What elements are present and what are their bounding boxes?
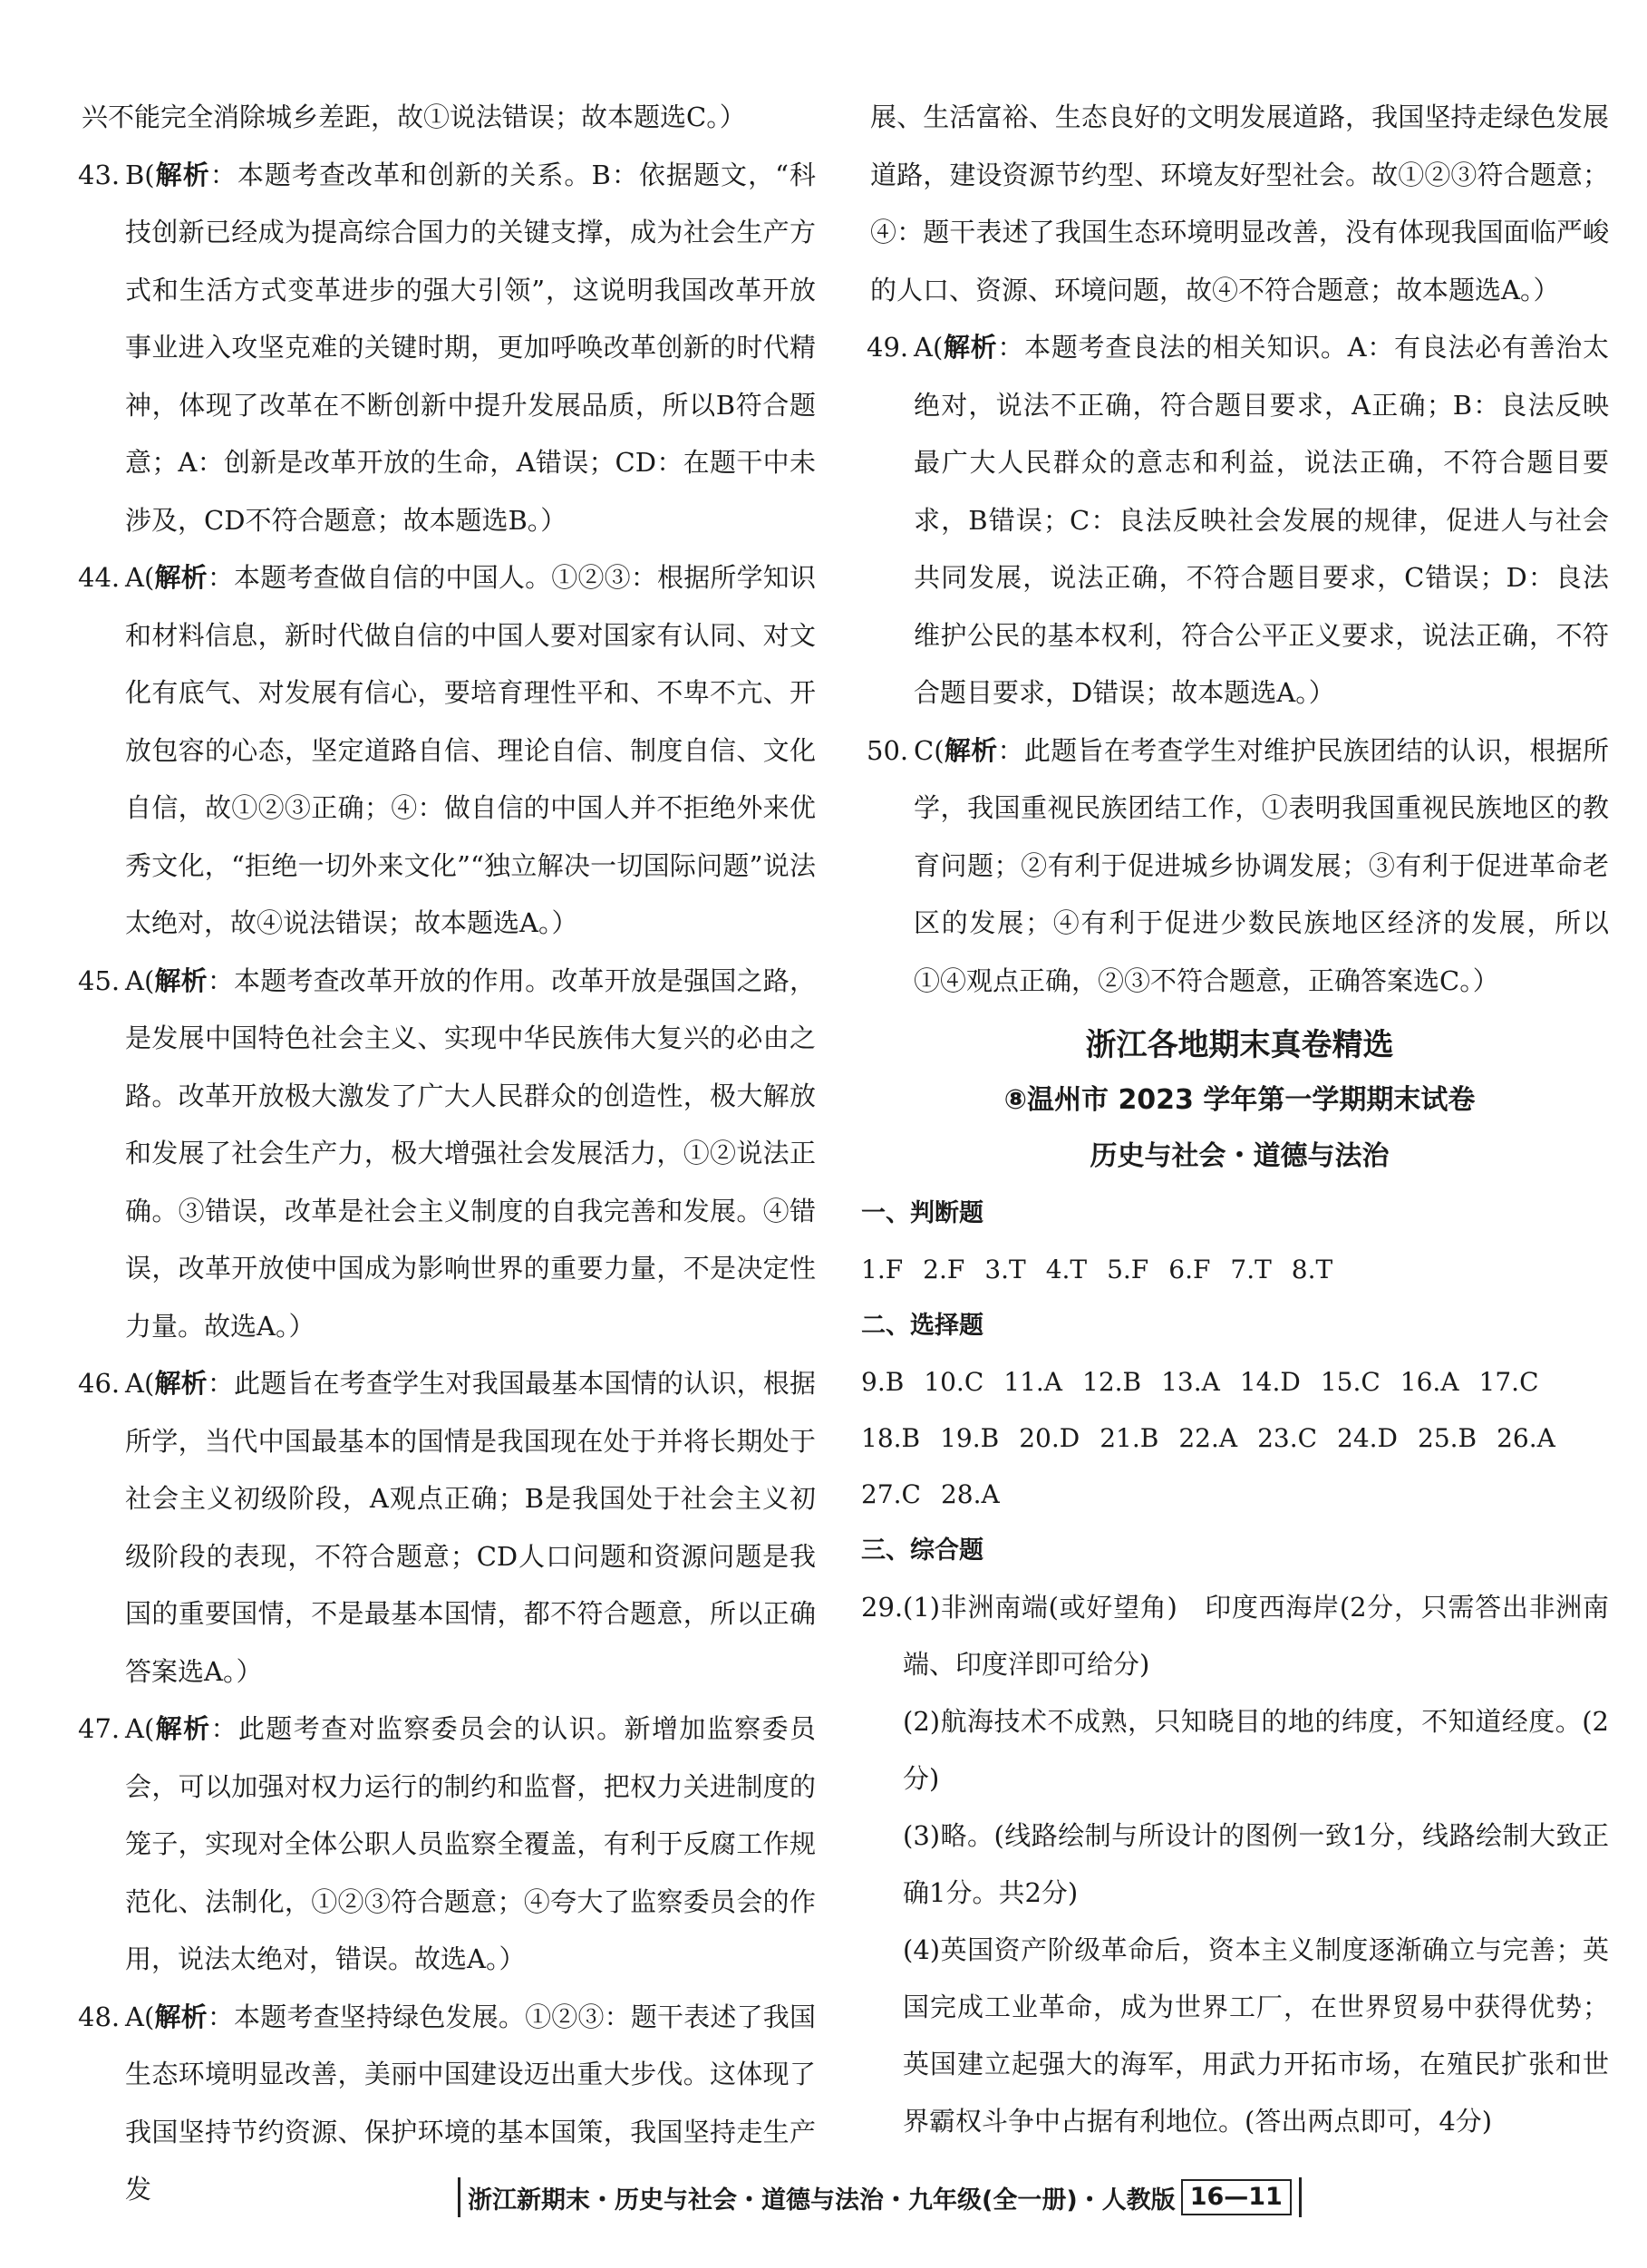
continued-text: 展、生活富裕、生态良好的文明发展道路，我国坚持走绿色发展道路，建设资源节约型、环境友好型社会。故①②③符合题意；④：题干表述了我国生态环境明显改善，没有体现我国面临严峻的人口、资源、环境问题，故④不符合题意；故本题选A。） (870, 102, 1609, 305)
answer-item-43 (78, 147, 816, 550)
answer: 2.F (923, 1255, 965, 1284)
judgment-answers (861, 1242, 1609, 1298)
answer: 5.F (1107, 1255, 1149, 1284)
item-answer: A( (125, 1368, 155, 1399)
analysis-text: ：此题旨在考查学生对我国最基本国情的认识，根据所学，当代中国最基本的国情是我国现在处于并将长期处于社会主义初级阶段，A观点正确；B是我国处于社会主义初级阶段的表现，不符合题意；CD人口问题和资源问题是我国的重要国情，不是最基本国情，都不符合题意，所以正确答案选A。） (125, 1368, 816, 1687)
answer: 20.D (1019, 1423, 1080, 1453)
answer: 23.C (1257, 1423, 1318, 1453)
item-answer: A( (125, 964, 155, 996)
page-number: 16—11 (1181, 2179, 1292, 2215)
analysis-label: 解析 (154, 1368, 208, 1399)
answer-item-45 (78, 953, 816, 1356)
question-29-part-3: (3)略。(线路绘制与所设计的图例一致1分，线路绘制大致正确1分。共2分) (903, 1820, 1609, 1908)
answer: 6.F (1168, 1255, 1211, 1284)
analysis-label: 解析 (944, 734, 998, 766)
answer: 11.A (1003, 1367, 1062, 1397)
answer-item-49 (867, 319, 1609, 722)
page-footer (458, 2177, 1302, 2217)
question-29-part-1 (861, 1579, 1609, 1693)
answer: 26.A (1497, 1423, 1555, 1453)
analysis-text: ：本题考查改革开放的作用。改革开放是强国之路，是发展中国特色社会主义、实现中华民族伟大复兴的必由之路。改革开放极大激发了广大人民群众的创造性，极大解放和发展了社会生产力，极大增强社会发展活力，①②说法正确。③错误，改革是社会主义制度的自我完善和发展。④错误，改革开放使中国成为影响世界的重要力量，不是决定性力量。故选A。） (125, 964, 816, 1342)
right-column (861, 89, 1609, 2150)
continued-text: 兴不能完全消除城乡差距，故①说法错误；故本题选C。） (82, 102, 746, 132)
answer-item-47 (78, 1701, 816, 1989)
item-number: 49. (867, 332, 909, 363)
item-number: 29. (861, 1592, 904, 1623)
analysis-label: 解析 (154, 2001, 208, 2032)
answer: 7.T (1230, 1255, 1272, 1284)
analysis-label: 解析 (943, 332, 998, 363)
answer-item-46 (78, 1355, 816, 1701)
choice-answers-row (861, 1410, 1609, 1467)
analysis-label: 解析 (154, 159, 210, 190)
analysis-label: 解析 (154, 964, 208, 996)
answer: 22.A (1178, 1423, 1238, 1453)
answer: 12.B (1082, 1367, 1142, 1397)
item-number: 47. (78, 1713, 121, 1744)
answer: 1.F (861, 1255, 904, 1284)
answer: 4.T (1045, 1255, 1088, 1284)
answer: 27.C (861, 1479, 921, 1509)
analysis-label: 解析 (154, 562, 208, 593)
analysis-text: ：此题旨在考查学生对维护民族团结的认识，根据所学，我国重视民族团结工作，①表明我国重视民族地区的教育问题；②有利于促进城乡协调发展；③有利于促进革命老区的发展；④有利于促进少数民族地区经济的发展，所以①④观点正确，②③不符合题意，正确答案选C。） (914, 734, 1609, 996)
answer: 25.B (1418, 1423, 1477, 1453)
choice-answers-row (861, 1467, 1609, 1523)
left-column (78, 89, 816, 2219)
answer: 17.C (1478, 1367, 1539, 1397)
question-29-part-2: (2)航海技术不成熟，只知晓目的地的纬度，不知道经度。(2分) (903, 1706, 1609, 1794)
analysis-text: ：本题考查做自信的中国人。①②③：根据所学知识和材料信息，新时代做自信的中国人要对国家有认同、对文化有底气、对发展有信心，要培育理性平和、不卑不亢、开放包容的心态，坚定道路自信、理论自信、制度自信、文化自信，故①②③正确；④：做自信的中国人并不拒绝外来优秀文化，“拒绝一切外来文化”“独立解决一切国际问题”说法太绝对，故④说法错误；故本题选A。） (125, 562, 816, 938)
item-number: 43. (78, 159, 121, 190)
item-answer: B( (125, 159, 155, 190)
answer: 14.D (1239, 1367, 1301, 1397)
item-answer: A( (125, 562, 155, 593)
question-29-part-4: (4)英国资产阶级革命后，资本主义制度逐渐确立与完善；英国完成工业革命，成为世界工厂，在世界贸易中获得优势；英国建立起强大的海军，用武力开拓市场，在殖民扩张和世界霸权斗争中占据有利地位。(答出两点即可，4分) (903, 1934, 1609, 2137)
answer: 19.B (940, 1423, 1000, 1453)
analysis-text: ：此题考查对监察委员会的认识。新增加监察委员会，可以加强对权力运行的制约和监督，把权力关进制度的笼子，实现对全体公职人员监察全覆盖，有利于反腐工作规范化、法制化，①②③符合题意；④夸大了监察委员会的作用，说法太绝对，错误。故选A。） (125, 1713, 816, 1974)
part-heading-choice: 二、选择题 (861, 1312, 983, 1340)
item-answer: A( (125, 2001, 155, 2032)
answer-item-44 (78, 549, 816, 953)
answer: 10.C (924, 1367, 984, 1397)
item-number: 48. (78, 2001, 121, 2032)
analysis-text: ：本题考查坚持绿色发展。①②③：题干表述了我国生态环境明显改善，美丽中国建设迈出重大步伐。这体现了我国坚持节约资源、保护环境的基本国策，我国坚持走生产发 (125, 2001, 816, 2205)
answer: 28.A (940, 1479, 1000, 1509)
section-title: 浙江各地期末真卷精选 (1085, 1027, 1394, 1063)
part-heading-comprehensive: 三、综合题 (861, 1536, 983, 1565)
part-heading-judgment: 一、判断题 (861, 1199, 983, 1227)
analysis-label: 解析 (154, 1713, 211, 1744)
footer-text: 浙江新期末・历史与社会・道德与法治・九年级(全一册)・人教版 (468, 2186, 1176, 2215)
item-number: 44. (78, 562, 121, 593)
sub-answer: (1)非洲南端(或好望角) 印度西海岸(2分，只需答出非洲南端、印度洋即可给分) (903, 1592, 1609, 1680)
subject-title: 历史与社会・道德与法治 (1090, 1140, 1390, 1172)
item-number: 50. (867, 734, 909, 766)
answer: 3.T (984, 1255, 1026, 1284)
answer: 8.T (1291, 1255, 1333, 1284)
answer: 15.C (1320, 1367, 1381, 1397)
exam-title: ⑧温州市 2023 学年第一学期期末试卷 (1003, 1084, 1476, 1116)
item-answer: A( (914, 332, 944, 363)
choice-answers-row (861, 1354, 1609, 1410)
answer-item-50 (867, 722, 1609, 1011)
analysis-text: ：本题考查改革和创新的关系。B：依据题文，“科技创新已经成为提高综合国力的关键支撑，成为社会生产方式和生活方式变革进步的强大引领”，这说明我国改革开放事业进入攻坚克难的关键时期，更加呼唤改革创新的时代精神，体现了改革在不断创新中提升发展品质，所以B符合题意；A：创新是改革开放的生命，A错误；CD：在题干中未涉及，CD不符合题意；故本题选B。） (125, 159, 816, 536)
answer: 18.B (861, 1423, 921, 1453)
answer: 16.A (1400, 1367, 1459, 1397)
item-answer: A( (125, 1713, 155, 1744)
analysis-text: ：本题考查良法的相关知识。A：有良法必有善治太绝对，说法不正确，符合题目要求，A正确；B：良法反映最广大人民群众的意志和利益，说法正确，不符合题目要求，B错误；C：良法反映社会发展的规律，促进人与社会共同发展，说法正确，不符合题目要求，C错误；D：良法维护公民的基本权利，符合公平正义要求，说法正确，不符合题目要求，D错误；故本题选A。） (914, 332, 1609, 708)
answer: 9.B (861, 1367, 905, 1397)
item-answer: C( (914, 734, 945, 766)
answer: 24.D (1337, 1423, 1398, 1453)
item-number: 45. (78, 964, 121, 996)
item-number: 46. (78, 1368, 121, 1399)
answer: 13.A (1161, 1367, 1220, 1397)
answer: 21.B (1100, 1423, 1159, 1453)
